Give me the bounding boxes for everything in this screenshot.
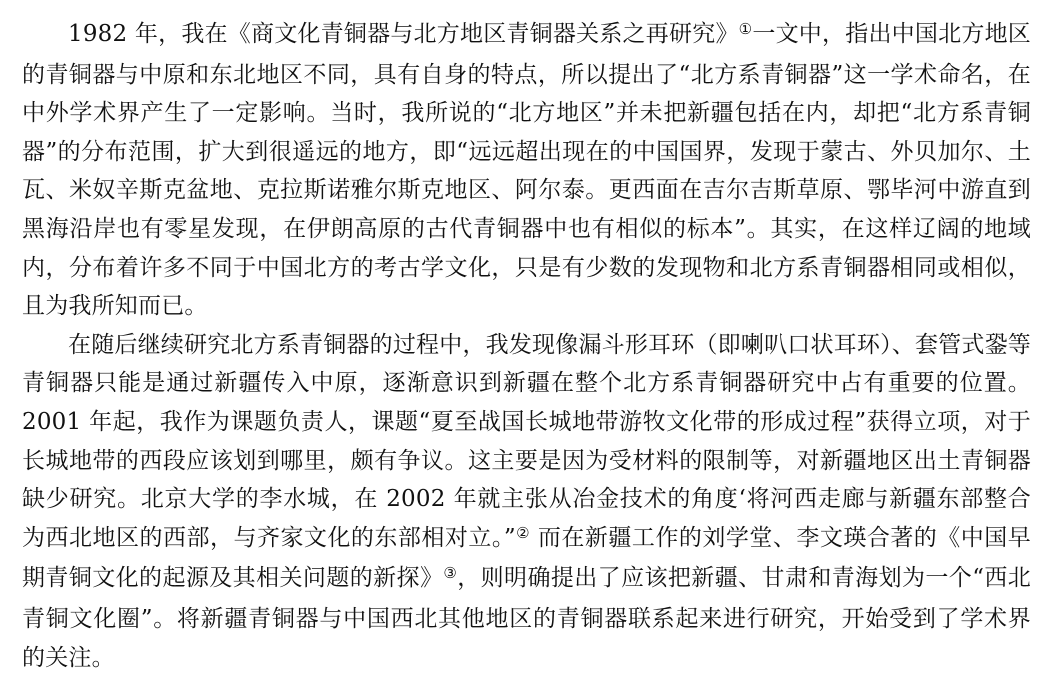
footnote-marker-2[interactable]: ② bbox=[515, 523, 531, 542]
footnote-marker-1[interactable]: ① bbox=[738, 20, 753, 38]
paragraph-1-text-2: 一文中，指出中国北方地区的青铜器与中原和东北地区不同，具有自身的特点，所以提出了“北方系青铜器”这一学术命名，在中外学术界产生了一定影响。当时，我所说的“北方地区”并未把新疆包括在内，却把“北方系青铜器”的分布范围，扩大到很遥远的地方，即“远远超出现在的中国国界，发现于蒙古、外贝加尔、土瓦、米奴辛斯克盆地、克拉斯诺雅尔斯克地区、阿尔泰。更西面在吉尔吉斯草原、鄂毕河中游直到黑海沿岸也有零星发现，在伊朗高原的古代青铜器中也有相似的标本”。其实，在这样辽阔的地域内，分布着许多不同于中国北方的考古学文化，只是有少数的发现物和北方系青铜器相同或相似，且为我所知而已。 bbox=[22, 21, 1031, 320]
paragraph-1-text-1: 1982 年，我在《商文化青铜器与北方地区青铜器关系之再研究》 bbox=[68, 21, 739, 47]
paragraph-2-text-3: ，则明确提出了应该把新疆、甘肃和青海划为一个“西北青铜文化圈”。将新疆青铜器与中国西北其他地区的青铜器联系起来进行研究，开始受到了学术界的关注。 bbox=[22, 565, 1031, 671]
footnote-marker-3[interactable]: ③ bbox=[443, 564, 458, 583]
paragraph-2 bbox=[22, 326, 1031, 677]
paragraph-2-text-1: 在随后继续研究北方系青铜器的过程中，我发现像漏斗形耳环（即喇叭口状耳环）、套管式銎等青铜器只能是通过新疆传入中原，逐渐意识到新疆在整个北方系青铜器研究中占有重要的位置。2001 年起，我作为课题负责人，课题“夏至战国长城地带游牧文化带的形成过程”获得立项，对于长城地带的西段应该划到哪里，颇有争议。这主要是因为受材料的限制等，对新疆地区出土青铜器缺少研究。北京大学的李水城，在 2002 年就主张从冶金技术的角度‘将河西走廊与新疆东部整合为西北地区的西部，与齐家文化的东部相对立。” bbox=[22, 331, 1031, 551]
paragraph-2-text-2: 而在新疆工作的刘学堂、李文瑛合著的《中国早期青铜文化的起源及其相关问题的新探》 bbox=[22, 524, 1031, 592]
paragraph-1 bbox=[22, 15, 1031, 326]
